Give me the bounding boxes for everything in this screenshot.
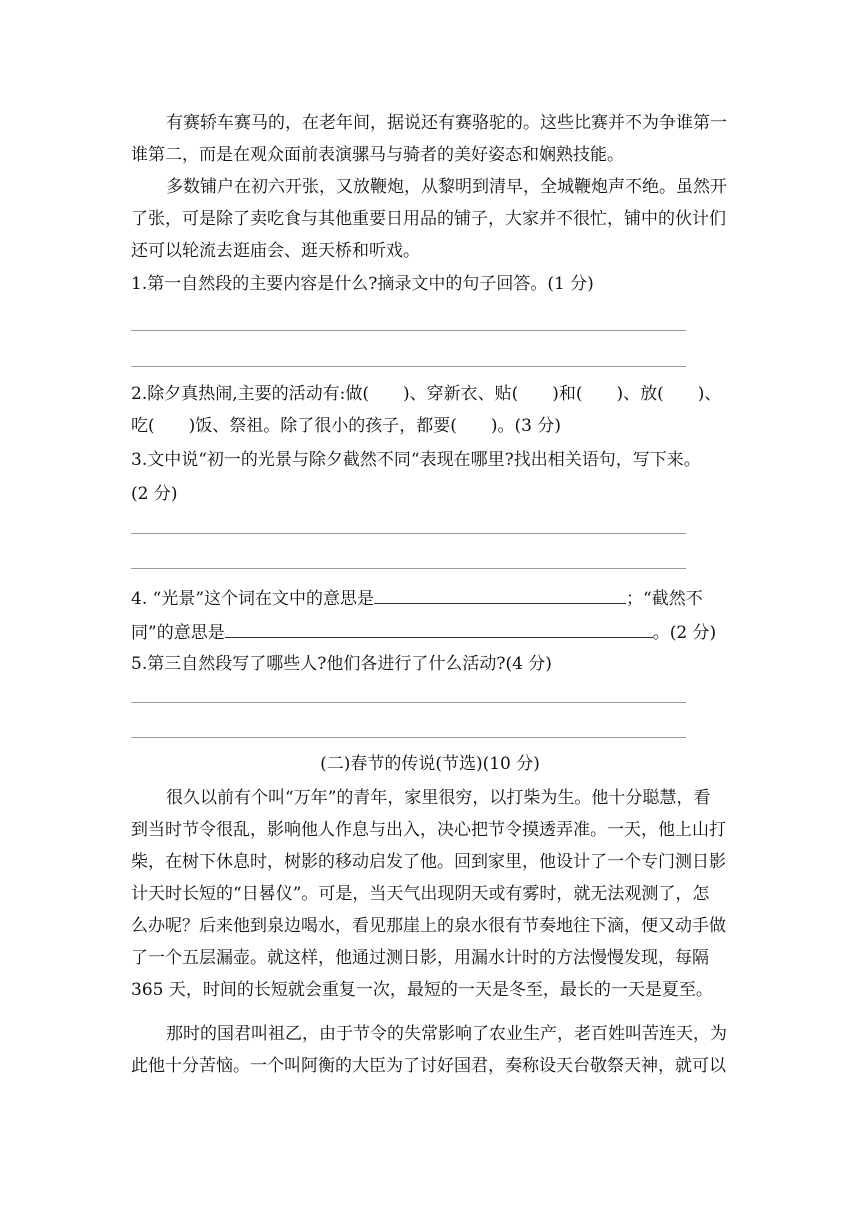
question-3-line-2: (2 分) bbox=[131, 484, 178, 504]
fill-blank[interactable] bbox=[225, 619, 653, 638]
question-4-text: 。(2 分) bbox=[652, 623, 717, 643]
question-4-text: 同”的意思是 bbox=[131, 623, 225, 643]
passage-line: 有赛轿车赛马的，在老年间，据说还有赛骆驼的。这些比赛并不为争谁第一 bbox=[166, 113, 727, 133]
passage-line: 计天时长短的“日晷仪”。可是，当天气出现阴天或有雾时，就无法观测了，怎 bbox=[131, 884, 710, 904]
passage-line: 柴，在树下休息时，树影的移动启发了他。回到家里，他设计了一个专门测日影 bbox=[131, 852, 726, 872]
answer-line[interactable] bbox=[131, 366, 686, 367]
passage-line: 多数铺户在初六开张，又放鞭炮，从黎明到清早，全城鞭炮声不绝。虽然开 bbox=[166, 177, 727, 197]
passage-line: 那时的国君叫祖乙，由于节令的失常影响了农业生产，老百姓叫苦连天，为 bbox=[166, 1024, 727, 1044]
passage-line: 谁第二，而是在观众面前表演骡马与骑者的美好姿态和娴熟技能。 bbox=[131, 145, 624, 165]
passage-line: 此他十分苦恼。一个叫阿衡的大臣为了讨好国君，奏称设天台敬祭天神，就可以 bbox=[131, 1056, 726, 1076]
question-5: 5.第三自然段写了哪些人?他们各进行了什么活动?(4 分) bbox=[131, 654, 552, 674]
question-2-line-2: 吃( )饭、祭祖。除了很小的孩子，都要( )。(3 分) bbox=[131, 416, 562, 436]
question-4-line-1 bbox=[131, 585, 703, 611]
answer-line[interactable] bbox=[131, 568, 686, 569]
question-2-line-1: 2.除夕真热闹,主要的活动有:做( )、穿新衣、贴( )和( )、放( )、 bbox=[131, 384, 722, 404]
question-4-text: 4. “光景”这个词在文中的意思是 bbox=[131, 589, 375, 609]
question-1: 1.第一自然段的主要内容是什么?摘录文中的句子回答。(1 分) bbox=[131, 274, 594, 294]
answer-line[interactable] bbox=[131, 330, 686, 331]
question-3-line-1: 3.文中说“初一的光景与除夕截然不同“表现在哪里?找出相关语句，写下来。 bbox=[131, 450, 701, 470]
question-4-text: ；“截然不 bbox=[626, 589, 703, 609]
answer-line[interactable] bbox=[131, 737, 686, 738]
passage-line: 了一个五层漏壶。就这样，他通过测日影，用漏水计时的方法慢慢发现，每隔 bbox=[131, 948, 709, 968]
passage-line: 还可以轮流去逛庙会、逛天桥和听戏。 bbox=[131, 241, 420, 261]
passage-line: 了张，可是除了卖吃食与其他重要日用品的铺子，大家并不很忙，铺中的伙计们 bbox=[131, 209, 726, 229]
passage-line: 很久以前有个叫“万年”的青年，家里很穷，以打柴为生。他十分聪慧，看 bbox=[166, 788, 711, 808]
passage-line: 么办呢？后来他到泉边喝水，看见那崖上的泉水很有节奏地往下滴，便又动手做 bbox=[131, 916, 726, 936]
passage-line: 365 天，时间的长短就会重复一次，最短的一天是冬至，最长的一天是夏至。 bbox=[131, 980, 713, 1000]
passage-line: 到当时节令很乱，影响他人作息与出入，决心把节令摸透弄准。一天，他上山打 bbox=[131, 820, 726, 840]
fill-blank[interactable] bbox=[374, 585, 626, 604]
question-4-line-2 bbox=[131, 619, 716, 645]
answer-line[interactable] bbox=[131, 702, 686, 703]
section-title: (二)春节的传说(节选)(10 分) bbox=[320, 754, 540, 774]
answer-line[interactable] bbox=[131, 533, 686, 534]
